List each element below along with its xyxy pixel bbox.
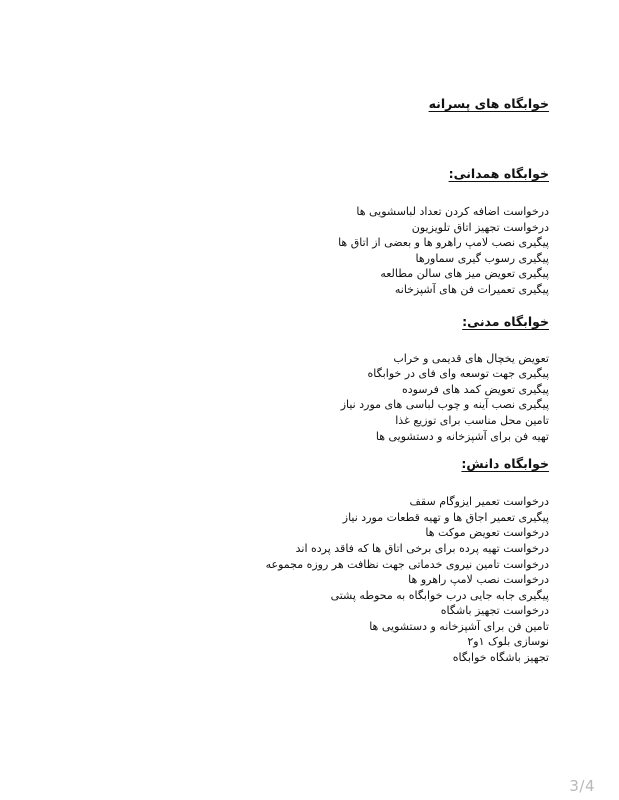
document-content — [109, 94, 549, 666]
list-item: پیگیری جهت توسعه وای فای در خوابگاه — [367, 367, 549, 381]
list-item: نوسازی بلوک ۱و۲ — [467, 635, 549, 649]
page-indicator: 3/4 — [569, 777, 595, 795]
item-list — [109, 204, 549, 298]
list-item: درخواست تجهیز اتاق تلویزیون — [411, 220, 549, 234]
section-title: خوابگاه دانش: — [461, 456, 549, 472]
item-list — [109, 351, 549, 445]
list-item: پیگیری نصب آینه و چوب لباسی های مورد نیاز — [340, 398, 549, 412]
list-item: پیگیری تعمیرات فن های آشپزخانه — [394, 282, 549, 296]
list-item: تجهیز باشگاه خوابگاه — [452, 651, 549, 665]
list-item: درخواست تهیه پرده برای برخی اتاق ها که فاقد پرده اند — [295, 541, 549, 555]
section-madani — [109, 312, 549, 445]
list-item: پیگیری رسوب گیری سماورها — [415, 251, 549, 265]
section-hamedani — [109, 164, 549, 298]
list-item: درخواست تامین نیروی خدماتی جهت نظافت هر روزه مجموعه — [265, 557, 549, 571]
list-item: تامین محل مناسب برای توزیع غذا — [395, 413, 549, 427]
section-danesh — [109, 454, 549, 666]
list-item: تامین فن برای آشپزخانه و دستشویی ها — [369, 619, 549, 633]
list-item: پیگیری جابه جایی درب خوابگاه به محوطه پشتی — [330, 588, 549, 602]
page-title: خوابگاه های پسرانه — [428, 96, 549, 111]
list-item: پیگیری تعویض کمد های فرسوده — [401, 382, 549, 396]
list-item: پیگیری تعمیر اجاق ها و تهیه قطعات مورد نیاز — [342, 510, 549, 524]
list-item: درخواست تعویض موکت ها — [425, 526, 549, 540]
item-list — [109, 494, 549, 666]
list-item: پیگیری تعویض میز های سالن مطالعه — [380, 267, 549, 281]
list-item: درخواست تعمیر ایزوگام سقف — [409, 495, 549, 509]
list-item: درخواست تجهیز باشگاه — [440, 604, 549, 618]
section-title: خوابگاه همدانی: — [448, 166, 549, 181]
list-item: پیگیری نصب لامپ راهرو ها و بعضی از اتاق ها — [338, 236, 549, 250]
section-title: خوابگاه مدنی: — [462, 313, 549, 329]
list-item: درخواست اضافه کردن تعداد لباسشویی ها — [356, 205, 549, 218]
list-item: درخواست نصب لامپ راهرو ها — [408, 573, 549, 587]
list-item: تهیه فن برای آشپزخانه و دستشویی ها — [375, 429, 549, 443]
list-item: تعویض یخچال های قدیمی و خراب — [393, 351, 549, 365]
